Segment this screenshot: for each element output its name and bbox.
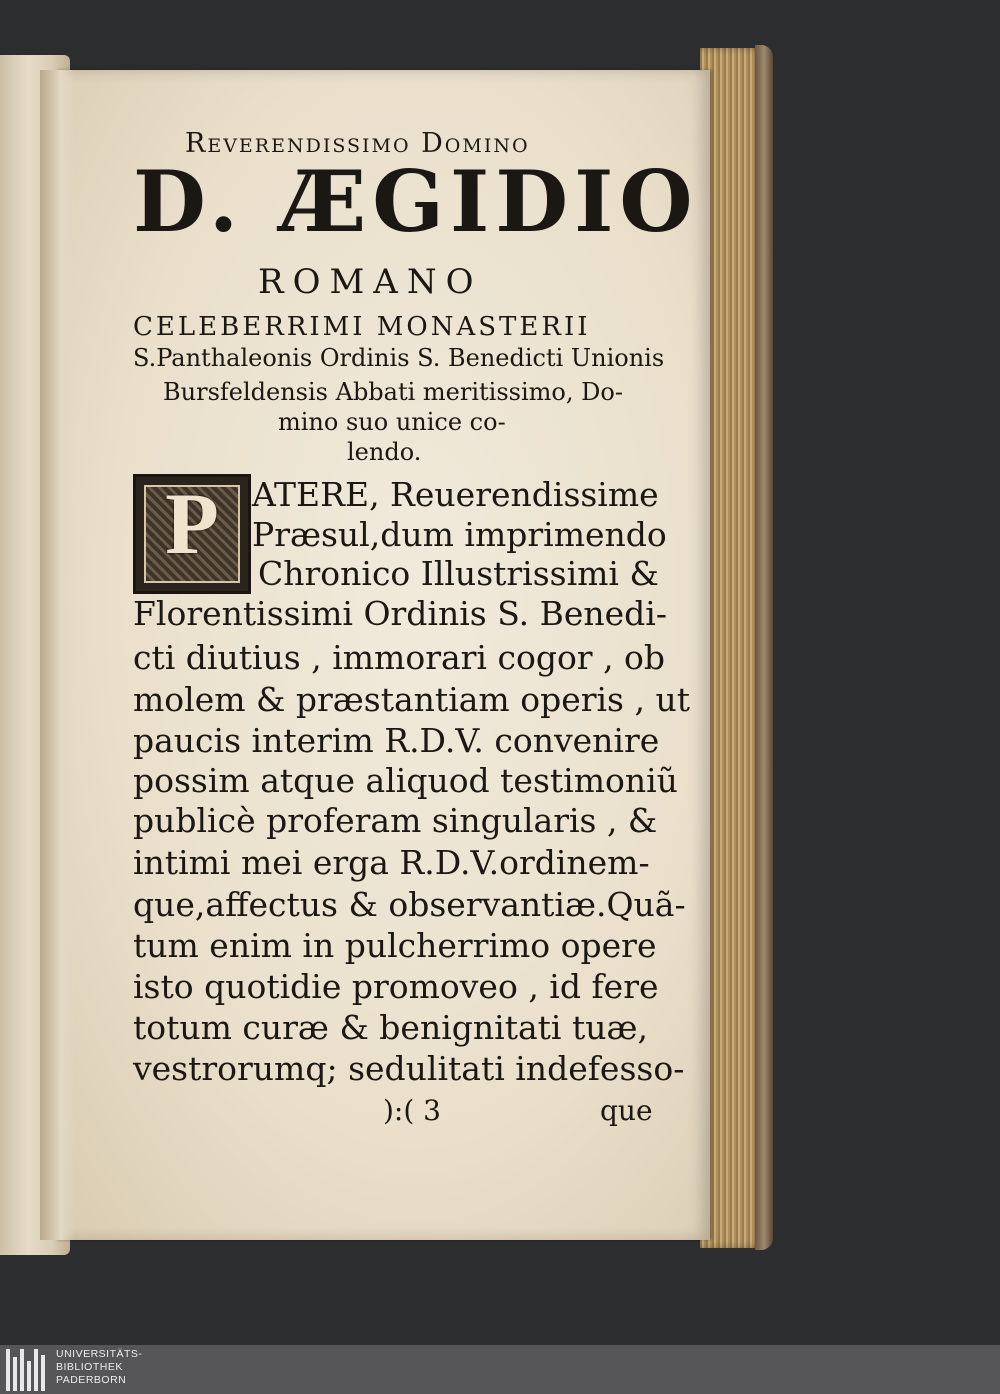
dedication-line: mino suo unice co-: [278, 408, 506, 436]
dedication-line: lendo.: [347, 438, 422, 466]
dedication-line: S.Panthaleonis Ordinis S. Benedicti Unionis: [133, 344, 665, 372]
initial-letter: P: [165, 476, 219, 573]
body-line: molem & præstantiam operis , ut: [133, 680, 690, 719]
logo-line: UNIVERSITÄTS-: [56, 1348, 143, 1360]
body-line: intimi mei erga R.D.V.ordinem-: [133, 843, 650, 882]
body-line: vestrorumq; sedulitati indefesso-: [133, 1049, 685, 1088]
body-line: Chronico Illustrissimi &: [258, 554, 659, 593]
heading-aegidio: D. ÆGIDIO: [133, 152, 699, 251]
body-line: Florentissimi Ordinis S. Benedi-: [133, 594, 667, 633]
library-logo-icon: [6, 1349, 46, 1391]
signature-mark: ):( 3: [383, 1094, 441, 1127]
logo-line: PADERBORN: [56, 1374, 127, 1386]
dedication-line: Bursfeldensis Abbati meritissimo, Do-: [163, 378, 623, 406]
body-line: publicè proferam singularis , &: [133, 801, 658, 840]
body-line: paucis interim R.D.V. convenire: [133, 721, 660, 760]
library-footer-bar: [0, 1345, 1000, 1394]
decorated-initial: [133, 474, 251, 594]
library-logo-text: [56, 1348, 142, 1387]
body-line: possim atque aliquod testimoniũ: [133, 761, 678, 800]
logo-line: BIBLIOTHEK: [56, 1361, 123, 1373]
heading-romano: ROMANO: [258, 262, 483, 302]
body-line: totum curæ & benignitati tuæ,: [133, 1008, 648, 1047]
catchword: que: [600, 1094, 653, 1127]
body-line: que,affectus & observantiæ.Quã-: [133, 885, 686, 924]
body-line: ATERE, Reuerendissime: [252, 475, 659, 514]
body-line: tum enim in pulcherrimo opere: [133, 926, 657, 965]
body-line: Præsul,dum imprimendo: [252, 515, 667, 554]
heading-reverendissimo: Reverendissimo Domino: [185, 128, 530, 159]
book-gutter: [40, 70, 75, 1240]
body-line: cti diutius , immorari cogor , ob: [133, 638, 666, 677]
dedication-line: CELEBERRIMI MONASTERII: [133, 312, 591, 342]
book-cover-edge: [755, 45, 773, 1250]
body-line: isto quotidie promoveo , id fere: [133, 967, 659, 1006]
